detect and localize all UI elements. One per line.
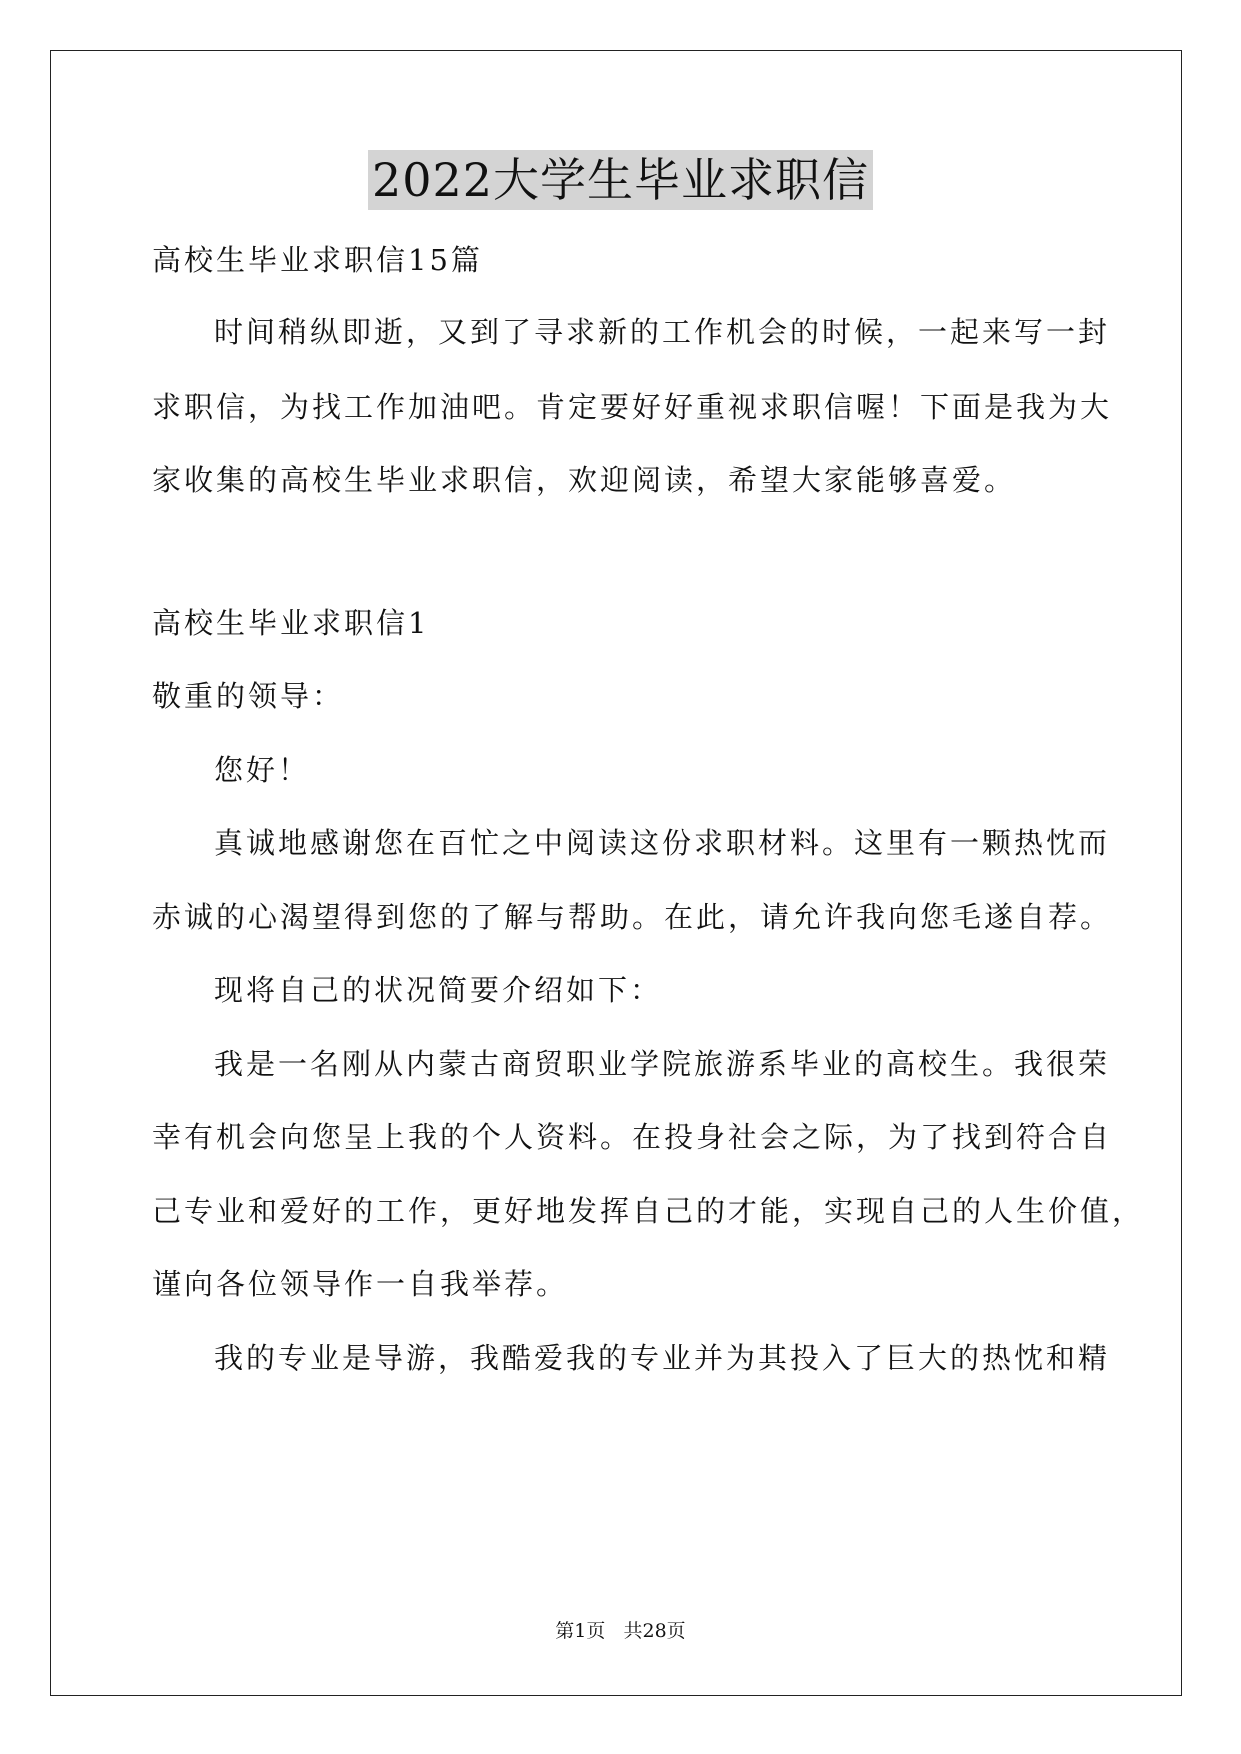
body-line-5: 幸有机会向您呈上我的个人资料。在投身社会之际，为了找到符合自 — [152, 1120, 1113, 1154]
salutation: 敬重的领导： — [152, 679, 345, 713]
body-line-1: 真诚地感谢您在百忙之中阅读这份求职材料。这里有一颗热忱而 — [214, 826, 1111, 860]
body-line-8: 我的专业是导游，我酷爱我的专业并为其投入了巨大的热忱和精 — [214, 1341, 1111, 1375]
body-line-7: 谨向各位领导作一自我举荐。 — [152, 1267, 569, 1301]
section-heading: 高校生毕业求职信1 — [152, 606, 430, 640]
body-line-2: 赤诚的心渴望得到您的了解与帮助。在此，请允许我向您毛遂自荐。 — [152, 900, 1113, 934]
body-line-4: 我是一名刚从内蒙古商贸职业学院旅游系毕业的高校生。我很荣 — [214, 1047, 1111, 1081]
greeting: 您好！ — [214, 753, 311, 787]
body-line-6: 己专业和爱好的工作，更好地发挥自己的才能，实现自己的人生价值， — [152, 1194, 1145, 1228]
document-title: 2022大学生毕业求职信 — [368, 150, 873, 210]
intro-line-1: 时间稍纵即逝，又到了寻求新的工作机会的时候，一起来写一封 — [214, 315, 1111, 349]
intro-line-3: 家收集的高校生毕业求职信，欢迎阅读，希望大家能够喜爱。 — [152, 463, 1017, 497]
intro-line-2: 求职信，为找工作加油吧。肯定要好好重视求职信喔！下面是我为大 — [152, 390, 1113, 424]
title-container — [0, 150, 1241, 210]
page-footer: 第1页 共28页 — [555, 1620, 686, 1642]
body-line-3: 现将自己的状况简要介绍如下： — [214, 973, 663, 1007]
document-subtitle: 高校生毕业求职信15篇 — [152, 243, 483, 277]
page-border — [50, 50, 1182, 1696]
